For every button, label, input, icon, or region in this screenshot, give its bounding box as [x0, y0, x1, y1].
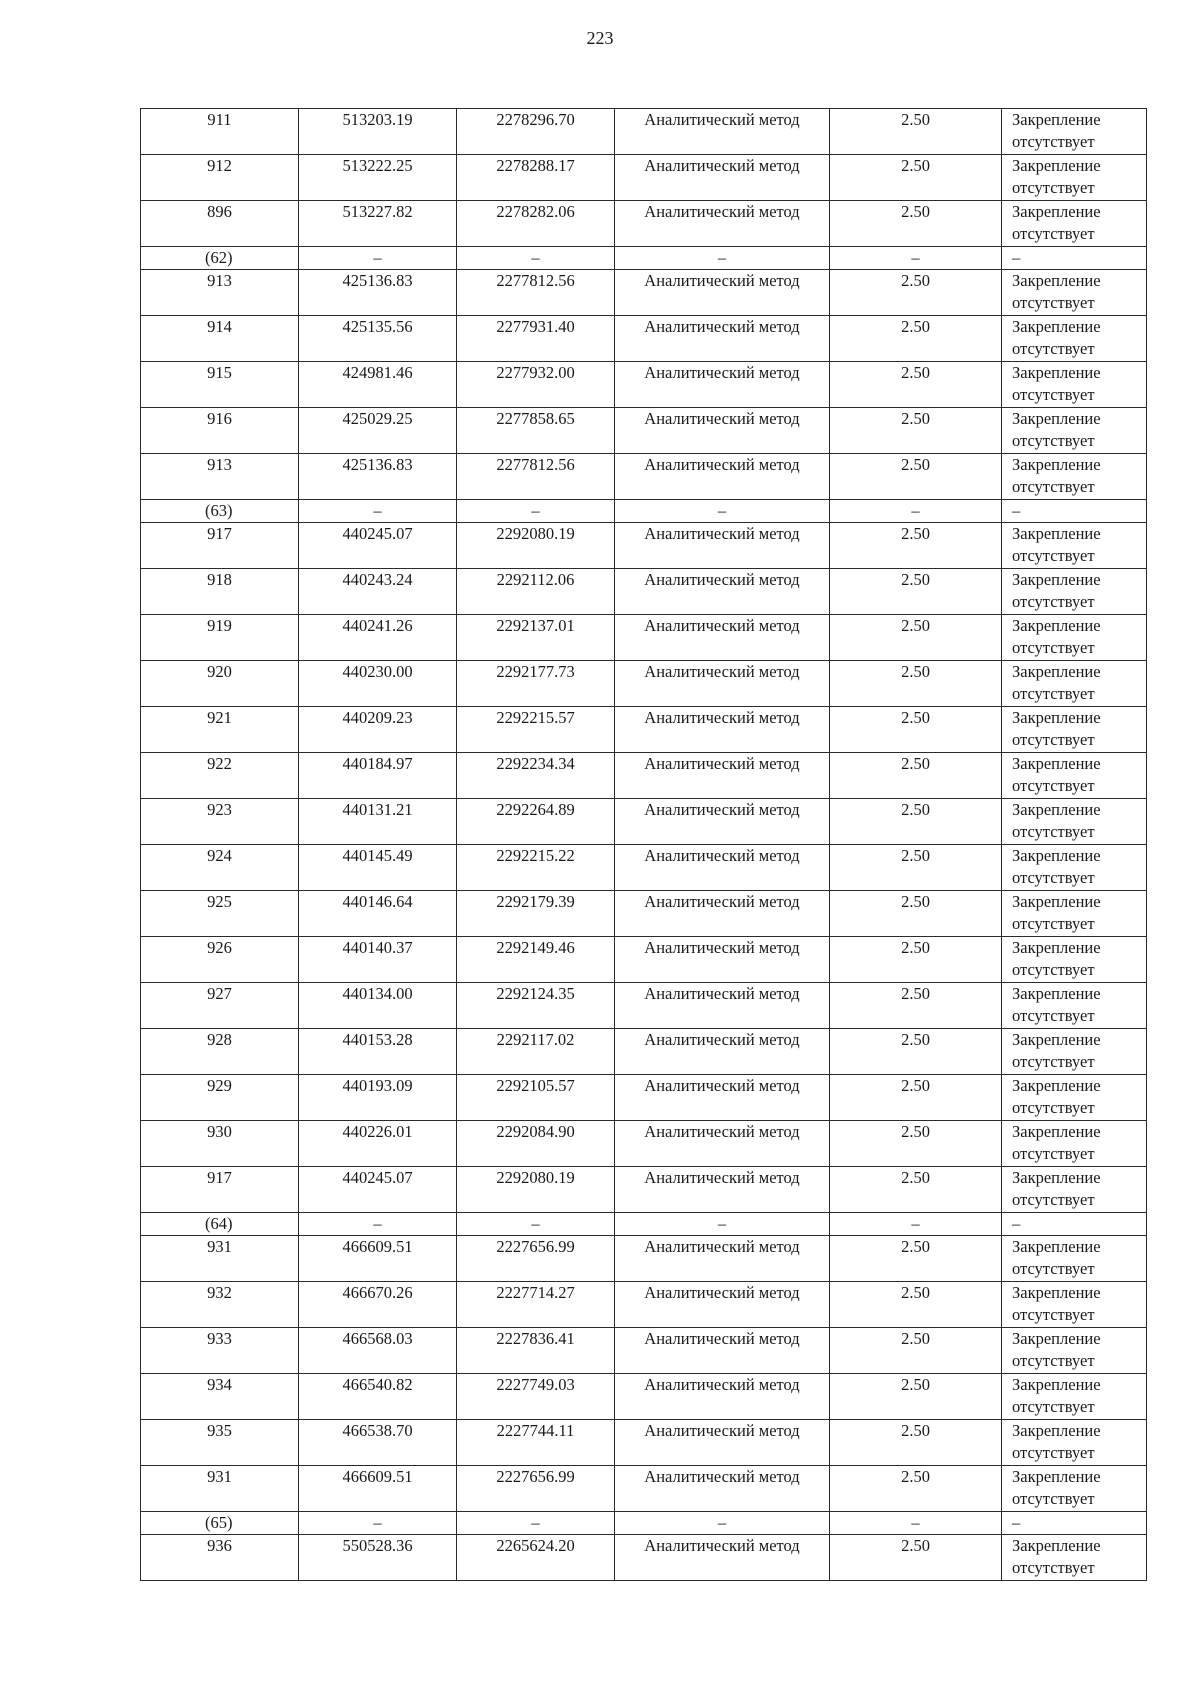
accuracy-cell: 2.50 — [830, 1075, 1002, 1121]
accuracy-cell: 2.50 — [830, 1029, 1002, 1075]
fixing-cell: Закрепление отсутствует — [1002, 937, 1147, 983]
x-coordinate-cell: – — [299, 1512, 457, 1535]
fixing-cell: – — [1002, 500, 1147, 523]
point-id-cell: 935 — [141, 1420, 299, 1466]
x-coordinate-cell: 466568.03 — [299, 1328, 457, 1374]
table-row — [141, 1420, 1147, 1466]
point-id-cell: 931 — [141, 1236, 299, 1282]
table-row — [141, 1328, 1147, 1374]
page-number: 223 — [586, 28, 614, 48]
accuracy-cell: – — [830, 1213, 1002, 1236]
table-row — [141, 316, 1147, 362]
table-row — [141, 983, 1147, 1029]
y-coordinate-cell: 2292149.46 — [457, 937, 615, 983]
contour-separator-row — [141, 500, 1147, 523]
x-coordinate-cell: 440245.07 — [299, 1167, 457, 1213]
fixing-cell: Закрепление отсутствует — [1002, 362, 1147, 408]
y-coordinate-cell: 2292137.01 — [457, 615, 615, 661]
x-coordinate-cell: – — [299, 1213, 457, 1236]
point-id-cell: 919 — [141, 615, 299, 661]
table-row — [141, 707, 1147, 753]
y-coordinate-cell: 2277931.40 — [457, 316, 615, 362]
method-cell: Аналитический метод — [615, 454, 830, 500]
table-row — [141, 615, 1147, 661]
x-coordinate-cell: 440226.01 — [299, 1121, 457, 1167]
table-row — [141, 845, 1147, 891]
point-id-cell: (64) — [141, 1213, 299, 1236]
point-id-cell: 926 — [141, 937, 299, 983]
method-cell: – — [615, 247, 830, 270]
fixing-cell: Закрепление отсутствует — [1002, 270, 1147, 316]
fixing-cell: – — [1002, 1512, 1147, 1535]
accuracy-cell: 2.50 — [830, 661, 1002, 707]
accuracy-cell: 2.50 — [830, 937, 1002, 983]
point-id-cell: 932 — [141, 1282, 299, 1328]
method-cell: Аналитический метод — [615, 1029, 830, 1075]
point-id-cell: 911 — [141, 109, 299, 155]
y-coordinate-cell: 2278282.06 — [457, 201, 615, 247]
method-cell: Аналитический метод — [615, 362, 830, 408]
table-row — [141, 753, 1147, 799]
x-coordinate-cell: 425135.56 — [299, 316, 457, 362]
accuracy-cell: 2.50 — [830, 270, 1002, 316]
point-id-cell: 913 — [141, 270, 299, 316]
accuracy-cell: 2.50 — [830, 707, 1002, 753]
x-coordinate-cell: 440146.64 — [299, 891, 457, 937]
y-coordinate-cell: 2292215.22 — [457, 845, 615, 891]
x-coordinate-cell: 425136.83 — [299, 454, 457, 500]
table-row — [141, 109, 1147, 155]
x-coordinate-cell: 440193.09 — [299, 1075, 457, 1121]
x-coordinate-cell: 466609.51 — [299, 1236, 457, 1282]
point-id-cell: 936 — [141, 1535, 299, 1581]
coordinates-table — [140, 108, 1147, 1581]
method-cell: Аналитический метод — [615, 661, 830, 707]
fixing-cell: Закрепление отсутствует — [1002, 201, 1147, 247]
y-coordinate-cell: 2277932.00 — [457, 362, 615, 408]
fixing-cell: Закрепление отсутствует — [1002, 845, 1147, 891]
point-id-cell: (65) — [141, 1512, 299, 1535]
point-id-cell: 923 — [141, 799, 299, 845]
fixing-cell: Закрепление отсутствует — [1002, 408, 1147, 454]
point-id-cell: 918 — [141, 569, 299, 615]
accuracy-cell: 2.50 — [830, 1236, 1002, 1282]
accuracy-cell: 2.50 — [830, 1167, 1002, 1213]
fixing-cell: Закрепление отсутствует — [1002, 707, 1147, 753]
method-cell: Аналитический метод — [615, 1236, 830, 1282]
method-cell: Аналитический метод — [615, 1420, 830, 1466]
point-id-cell: 933 — [141, 1328, 299, 1374]
x-coordinate-cell: 513227.82 — [299, 201, 457, 247]
x-coordinate-cell: 440230.00 — [299, 661, 457, 707]
accuracy-cell: 2.50 — [830, 155, 1002, 201]
x-coordinate-cell: 466609.51 — [299, 1466, 457, 1512]
fixing-cell: Закрепление отсутствует — [1002, 1167, 1147, 1213]
x-coordinate-cell: 440184.97 — [299, 753, 457, 799]
table-row — [141, 408, 1147, 454]
fixing-cell: Закрепление отсутствует — [1002, 1121, 1147, 1167]
x-coordinate-cell: 440134.00 — [299, 983, 457, 1029]
y-coordinate-cell: 2292084.90 — [457, 1121, 615, 1167]
y-coordinate-cell: 2227836.41 — [457, 1328, 615, 1374]
accuracy-cell: 2.50 — [830, 523, 1002, 569]
y-coordinate-cell: – — [457, 1213, 615, 1236]
fixing-cell: Закрепление отсутствует — [1002, 753, 1147, 799]
y-coordinate-cell: 2277812.56 — [457, 454, 615, 500]
y-coordinate-cell: 2292264.89 — [457, 799, 615, 845]
y-coordinate-cell: 2292080.19 — [457, 1167, 615, 1213]
method-cell: Аналитический метод — [615, 845, 830, 891]
y-coordinate-cell: – — [457, 500, 615, 523]
table-row — [141, 1167, 1147, 1213]
fixing-cell: Закрепление отсутствует — [1002, 569, 1147, 615]
method-cell: Аналитический метод — [615, 1374, 830, 1420]
fixing-cell: Закрепление отсутствует — [1002, 523, 1147, 569]
point-id-cell: 912 — [141, 155, 299, 201]
method-cell: Аналитический метод — [615, 1282, 830, 1328]
y-coordinate-cell: 2278296.70 — [457, 109, 615, 155]
method-cell: – — [615, 500, 830, 523]
accuracy-cell: 2.50 — [830, 891, 1002, 937]
y-coordinate-cell: 2292124.35 — [457, 983, 615, 1029]
method-cell: Аналитический метод — [615, 799, 830, 845]
accuracy-cell: 2.50 — [830, 1466, 1002, 1512]
fixing-cell: Закрепление отсутствует — [1002, 1075, 1147, 1121]
fixing-cell: Закрепление отсутствует — [1002, 799, 1147, 845]
x-coordinate-cell: 440209.23 — [299, 707, 457, 753]
method-cell: Аналитический метод — [615, 615, 830, 661]
method-cell: Аналитический метод — [615, 707, 830, 753]
accuracy-cell: 2.50 — [830, 1121, 1002, 1167]
table-row — [141, 1282, 1147, 1328]
method-cell: Аналитический метод — [615, 1167, 830, 1213]
point-id-cell: 921 — [141, 707, 299, 753]
x-coordinate-cell: 440145.49 — [299, 845, 457, 891]
y-coordinate-cell: 2227714.27 — [457, 1282, 615, 1328]
fixing-cell: Закрепление отсутствует — [1002, 1535, 1147, 1581]
point-id-cell: 929 — [141, 1075, 299, 1121]
table-row — [141, 1029, 1147, 1075]
x-coordinate-cell: 424981.46 — [299, 362, 457, 408]
method-cell: Аналитический метод — [615, 891, 830, 937]
coordinates-table-body — [141, 109, 1147, 1581]
accuracy-cell: 2.50 — [830, 799, 1002, 845]
accuracy-cell: 2.50 — [830, 615, 1002, 661]
table-row — [141, 1121, 1147, 1167]
method-cell: Аналитический метод — [615, 1466, 830, 1512]
method-cell: – — [615, 1512, 830, 1535]
x-coordinate-cell: 466540.82 — [299, 1374, 457, 1420]
y-coordinate-cell: 2278288.17 — [457, 155, 615, 201]
fixing-cell: Закрепление отсутствует — [1002, 1328, 1147, 1374]
table-row — [141, 891, 1147, 937]
fixing-cell: – — [1002, 247, 1147, 270]
y-coordinate-cell: 2292080.19 — [457, 523, 615, 569]
table-row — [141, 362, 1147, 408]
table-row — [141, 270, 1147, 316]
method-cell: – — [615, 1213, 830, 1236]
y-coordinate-cell: 2292215.57 — [457, 707, 615, 753]
point-id-cell: 930 — [141, 1121, 299, 1167]
y-coordinate-cell: 2277858.65 — [457, 408, 615, 454]
point-id-cell: 928 — [141, 1029, 299, 1075]
table-row — [141, 1466, 1147, 1512]
accuracy-cell: 2.50 — [830, 1535, 1002, 1581]
point-id-cell: 920 — [141, 661, 299, 707]
x-coordinate-cell: 440153.28 — [299, 1029, 457, 1075]
point-id-cell: 896 — [141, 201, 299, 247]
method-cell: Аналитический метод — [615, 1535, 830, 1581]
table-row — [141, 201, 1147, 247]
y-coordinate-cell: 2227749.03 — [457, 1374, 615, 1420]
method-cell: Аналитический метод — [615, 569, 830, 615]
method-cell: Аналитический метод — [615, 1121, 830, 1167]
point-id-cell: 924 — [141, 845, 299, 891]
accuracy-cell: – — [830, 247, 1002, 270]
y-coordinate-cell: 2292112.06 — [457, 569, 615, 615]
fixing-cell: Закрепление отсутствует — [1002, 983, 1147, 1029]
accuracy-cell: – — [830, 500, 1002, 523]
y-coordinate-cell: 2292177.73 — [457, 661, 615, 707]
accuracy-cell: 2.50 — [830, 1328, 1002, 1374]
point-id-cell: (63) — [141, 500, 299, 523]
y-coordinate-cell: 2227656.99 — [457, 1466, 615, 1512]
x-coordinate-cell: 513203.19 — [299, 109, 457, 155]
x-coordinate-cell: 425029.25 — [299, 408, 457, 454]
y-coordinate-cell: 2292117.02 — [457, 1029, 615, 1075]
point-id-cell: 922 — [141, 753, 299, 799]
point-id-cell: 925 — [141, 891, 299, 937]
accuracy-cell: 2.50 — [830, 1374, 1002, 1420]
table-row — [141, 454, 1147, 500]
accuracy-cell: 2.50 — [830, 983, 1002, 1029]
fixing-cell: Закрепление отсутствует — [1002, 1236, 1147, 1282]
x-coordinate-cell: 440241.26 — [299, 615, 457, 661]
y-coordinate-cell: 2292179.39 — [457, 891, 615, 937]
x-coordinate-cell: – — [299, 247, 457, 270]
fixing-cell: Закрепление отсутствует — [1002, 661, 1147, 707]
fixing-cell: Закрепление отсутствует — [1002, 1029, 1147, 1075]
fixing-cell: Закрепление отсутствует — [1002, 1374, 1147, 1420]
y-coordinate-cell: 2277812.56 — [457, 270, 615, 316]
y-coordinate-cell: 2292234.34 — [457, 753, 615, 799]
point-id-cell: 927 — [141, 983, 299, 1029]
x-coordinate-cell: 440140.37 — [299, 937, 457, 983]
fixing-cell: Закрепление отсутствует — [1002, 615, 1147, 661]
contour-separator-row — [141, 247, 1147, 270]
x-coordinate-cell: – — [299, 500, 457, 523]
fixing-cell: Закрепление отсутствует — [1002, 1420, 1147, 1466]
accuracy-cell: 2.50 — [830, 569, 1002, 615]
accuracy-cell: 2.50 — [830, 454, 1002, 500]
fixing-cell: Закрепление отсутствует — [1002, 155, 1147, 201]
x-coordinate-cell: 466670.26 — [299, 1282, 457, 1328]
accuracy-cell: 2.50 — [830, 362, 1002, 408]
point-id-cell: 914 — [141, 316, 299, 362]
method-cell: Аналитический метод — [615, 316, 830, 362]
accuracy-cell: 2.50 — [830, 201, 1002, 247]
table-row — [141, 1236, 1147, 1282]
point-id-cell: 917 — [141, 1167, 299, 1213]
x-coordinate-cell: 440245.07 — [299, 523, 457, 569]
fixing-cell: Закрепление отсутствует — [1002, 316, 1147, 362]
accuracy-cell: 2.50 — [830, 1282, 1002, 1328]
point-id-cell: 934 — [141, 1374, 299, 1420]
table-row — [141, 799, 1147, 845]
method-cell: Аналитический метод — [615, 937, 830, 983]
method-cell: Аналитический метод — [615, 753, 830, 799]
method-cell: Аналитический метод — [615, 408, 830, 454]
table-row — [141, 1374, 1147, 1420]
fixing-cell: Закрепление отсутствует — [1002, 1282, 1147, 1328]
x-coordinate-cell: 440243.24 — [299, 569, 457, 615]
y-coordinate-cell: – — [457, 1512, 615, 1535]
accuracy-cell: 2.50 — [830, 316, 1002, 362]
accuracy-cell: 2.50 — [830, 408, 1002, 454]
fixing-cell: Закрепление отсутствует — [1002, 891, 1147, 937]
method-cell: Аналитический метод — [615, 201, 830, 247]
y-coordinate-cell: – — [457, 247, 615, 270]
method-cell: Аналитический метод — [615, 1328, 830, 1374]
table-row — [141, 661, 1147, 707]
accuracy-cell: 2.50 — [830, 845, 1002, 891]
method-cell: Аналитический метод — [615, 983, 830, 1029]
point-id-cell: 931 — [141, 1466, 299, 1512]
accuracy-cell: – — [830, 1512, 1002, 1535]
y-coordinate-cell: 2265624.20 — [457, 1535, 615, 1581]
table-row — [141, 1535, 1147, 1581]
point-id-cell: 913 — [141, 454, 299, 500]
y-coordinate-cell: 2292105.57 — [457, 1075, 615, 1121]
x-coordinate-cell: 513222.25 — [299, 155, 457, 201]
fixing-cell: Закрепление отсутствует — [1002, 454, 1147, 500]
y-coordinate-cell: 2227744.11 — [457, 1420, 615, 1466]
x-coordinate-cell: 466538.70 — [299, 1420, 457, 1466]
point-id-cell: 916 — [141, 408, 299, 454]
method-cell: Аналитический метод — [615, 155, 830, 201]
fixing-cell: – — [1002, 1213, 1147, 1236]
table-row — [141, 155, 1147, 201]
accuracy-cell: 2.50 — [830, 109, 1002, 155]
table-row — [141, 937, 1147, 983]
fixing-cell: Закрепление отсутствует — [1002, 1466, 1147, 1512]
fixing-cell: Закрепление отсутствует — [1002, 109, 1147, 155]
x-coordinate-cell: 425136.83 — [299, 270, 457, 316]
method-cell: Аналитический метод — [615, 523, 830, 569]
y-coordinate-cell: 2227656.99 — [457, 1236, 615, 1282]
method-cell: Аналитический метод — [615, 109, 830, 155]
x-coordinate-cell: 440131.21 — [299, 799, 457, 845]
table-row — [141, 1075, 1147, 1121]
point-id-cell: 915 — [141, 362, 299, 408]
table-row — [141, 523, 1147, 569]
table-row — [141, 569, 1147, 615]
method-cell: Аналитический метод — [615, 270, 830, 316]
point-id-cell: 917 — [141, 523, 299, 569]
point-id-cell: (62) — [141, 247, 299, 270]
contour-separator-row — [141, 1213, 1147, 1236]
accuracy-cell: 2.50 — [830, 1420, 1002, 1466]
accuracy-cell: 2.50 — [830, 753, 1002, 799]
contour-separator-row — [141, 1512, 1147, 1535]
x-coordinate-cell: 550528.36 — [299, 1535, 457, 1581]
method-cell: Аналитический метод — [615, 1075, 830, 1121]
